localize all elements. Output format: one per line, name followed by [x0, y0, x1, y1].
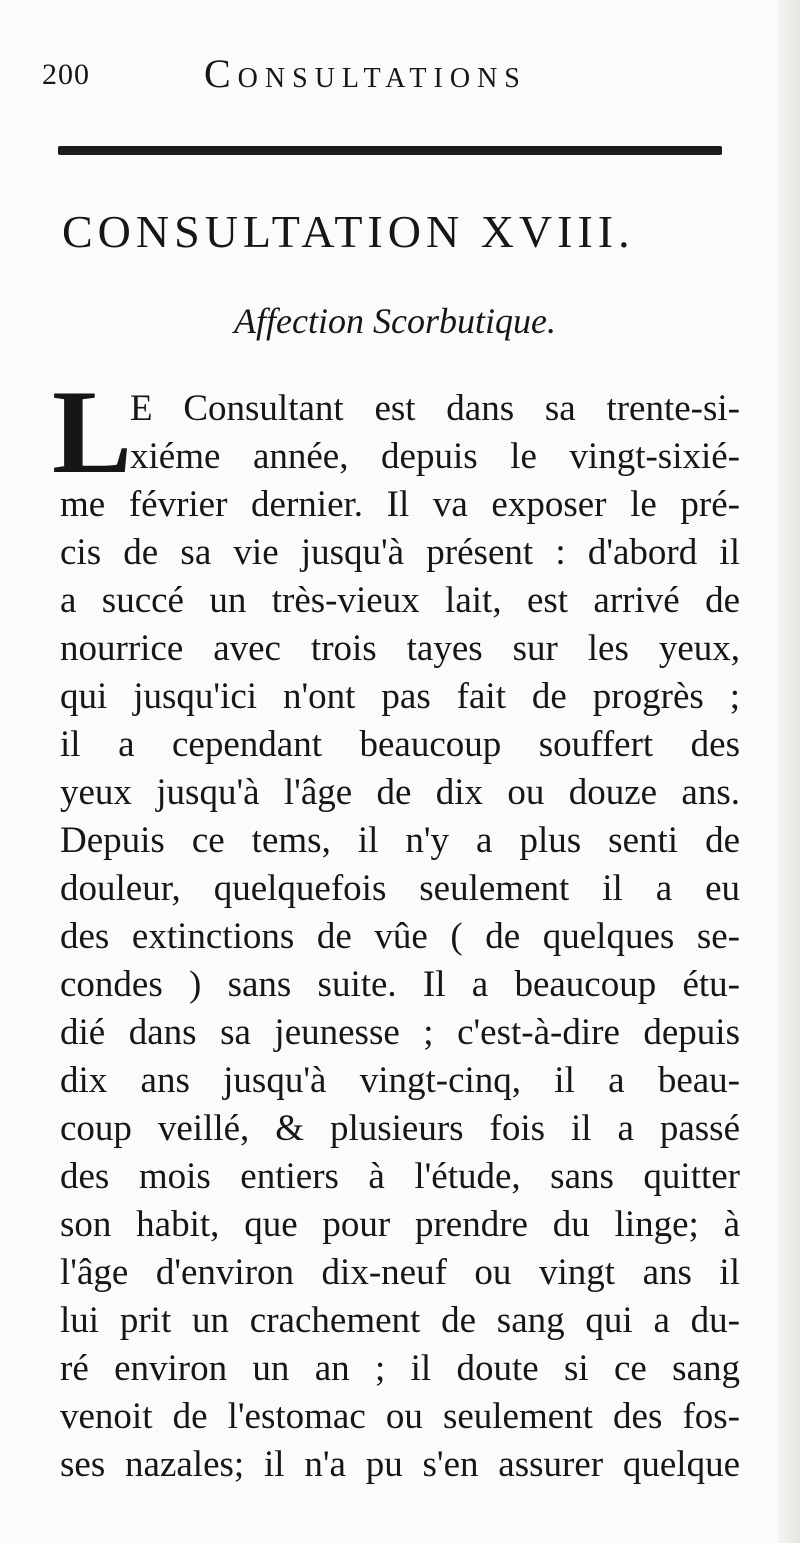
text-line: a succé un très-vieux lait, est arrivé de: [60, 580, 740, 621]
text-line: des mois entiers à l'étude, sans quitter: [60, 1156, 740, 1197]
text-line: il a cependant beaucoup souffert des: [60, 724, 740, 765]
text-line: yeux jusqu'à l'âge de dix ou douze ans.: [60, 772, 740, 813]
drop-cap: L: [52, 365, 133, 498]
text-line: qui jusqu'ici n'ont pas fait de progrès ;: [60, 676, 740, 717]
page-number: 200: [42, 58, 90, 91]
section-subtitle: Affection Scorbutique.: [234, 301, 556, 341]
section-title: CONSULTATION XVIII.: [62, 206, 635, 257]
text-line: dié dans sa jeunesse ; c'est-à-dire depuis: [60, 1012, 740, 1053]
text-line: E Consultant est dans sa trente-si-: [130, 388, 740, 429]
text-line: Depuis ce tems, il n'y a plus senti de: [60, 820, 740, 861]
text-line: dix ans jusqu'à vingt-cinq, il a beau-: [60, 1060, 740, 1101]
text-line: lui prit un crachement de sang qui a du-: [60, 1300, 740, 1341]
running-title: Consultations: [204, 51, 527, 96]
running-head: [42, 50, 742, 100]
text-line: condes ) sans suite. Il a beaucoup étu-: [60, 964, 740, 1005]
text-line: son habit, que pour prendre du linge; à: [60, 1204, 740, 1245]
text-line: coup veillé, & plusieurs fois il a passé: [60, 1108, 740, 1149]
header-rule: [58, 146, 722, 155]
text-line: ses nazales; il n'a pu s'en assurer quelque: [60, 1444, 740, 1485]
text-line: nourrice avec trois tayes sur les yeux,: [60, 628, 740, 669]
text-line: xiéme année, depuis le vingt-sixié-: [130, 436, 740, 477]
text-line: douleur, quelquefois seulement il a eu: [60, 868, 740, 909]
page-edge-shadow: [778, 0, 800, 1543]
text-line: des extinctions de vûe ( de quelques se-: [60, 916, 740, 957]
text-line: l'âge d'environ dix-neuf ou vingt ans il: [60, 1252, 740, 1293]
text-line: venoit de l'estomac ou seulement des fos-: [60, 1396, 740, 1437]
text-line: cis de sa vie jusqu'à présent : d'abord il: [60, 532, 740, 573]
text-line: me février dernier. Il va exposer le pré-: [60, 484, 740, 525]
text-line: ré environ un an ; il doute si ce sang: [60, 1348, 740, 1389]
